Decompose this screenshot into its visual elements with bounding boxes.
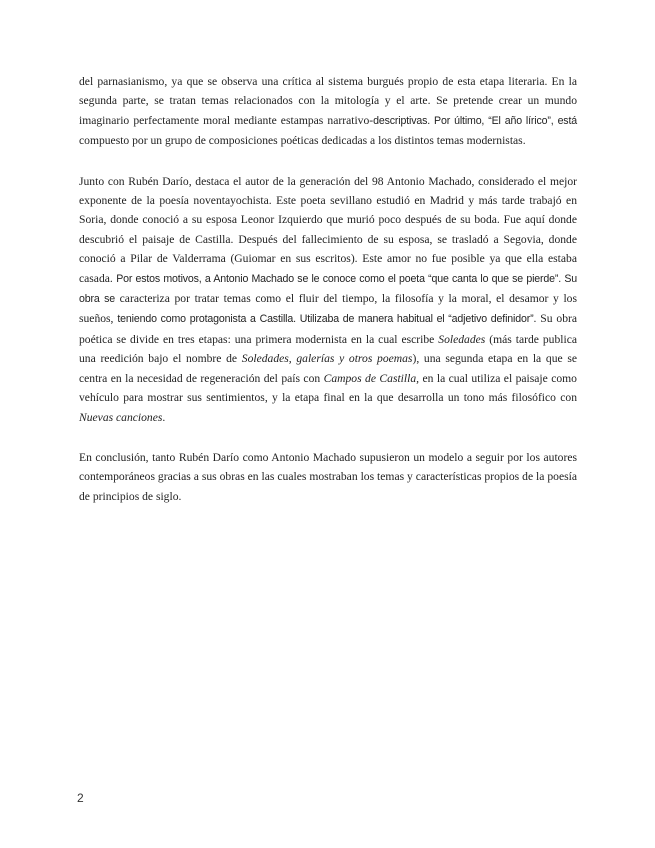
text-run: Junto con Rubén Darío, destaca el autor de la generación del 98 Antonio Machado, considerado el mejor exponente de la poesía noventayochista. Este poeta sevillano estudió en Madrid y más tarde trabajó en Soria, donde conoció a su esposa Leonor Izquierdo que murió poco después de su boda. Fue aquí donde descubrió el paisaje de Castilla. Después del fallecimiento de su esposa, se trasladó a Segovia, donde conoció a Pilar de Valderrama (Guiomar en sus escritos). Este amor no fue posible ya que ella estaba casada. (79, 174, 577, 285)
text-run: del parnasianismo, ya que se observa una crítica al sistema burgués propio de esta etapa literaria. En la segunda parte, se tratan temas relacionados con la mitología y el arte. Se pretende crear un mundo imaginario perfectamente moral mediante estampas narrativo- (79, 75, 577, 127)
text-run: En conclusión, tanto Rubén Darío como Antonio Machado supusieron un modelo a seguir por los autores contemporáneos gracias a sus obras en las cuales mostraban los temas y características propios de la poesía de principios de siglo. (79, 450, 577, 503)
text-run: . (162, 410, 166, 424)
text-run: caracteriza por tratar temas como el fluir del tiempo, la filosofía y la moral, el desamor y los sueños, (79, 292, 577, 326)
text-run: en la cual utiliza el paisaje como vehículo para mostrar sus sentimientos, y la etapa final en la que desarrolla un tono más filosófico con (79, 371, 577, 405)
book-title: Soledades (438, 332, 486, 346)
text-run: compuesto por un grupo de composiciones poéticas dedicadas a los distintos temas modernistas. (79, 134, 526, 148)
text-run: (más tarde publica una reedición bajo el nombre de (79, 332, 578, 366)
document-page (79, 72, 577, 527)
text-run: Por estos motivos, a Antonio Machado se le conoce como el poeta “que canta lo que se pierde”. Su obra se (79, 272, 577, 306)
book-title: Soledades, galerías y otros poemas (241, 352, 413, 366)
paragraph-2 (79, 172, 577, 427)
text-run: descriptivas. Por último, “El año lírico”, está (373, 114, 577, 127)
text-run: . Su obra poética se divide en tres etapas: una primera modernista en la cual escribe (79, 312, 578, 346)
book-title: Nuevas canciones (79, 410, 163, 424)
text-run: ), una segunda etapa en la que se centra en la necesidad de regeneración del país con (79, 352, 577, 385)
text-run: teniendo como protagonista a Castilla. Utilizaba de manera habitual el “adjetivo definidor” (117, 313, 534, 326)
paragraph-3 (79, 448, 577, 506)
page-number: 2 (77, 791, 84, 805)
book-title: Campos de Castilla, (323, 371, 420, 385)
paragraph-1 (79, 72, 577, 151)
